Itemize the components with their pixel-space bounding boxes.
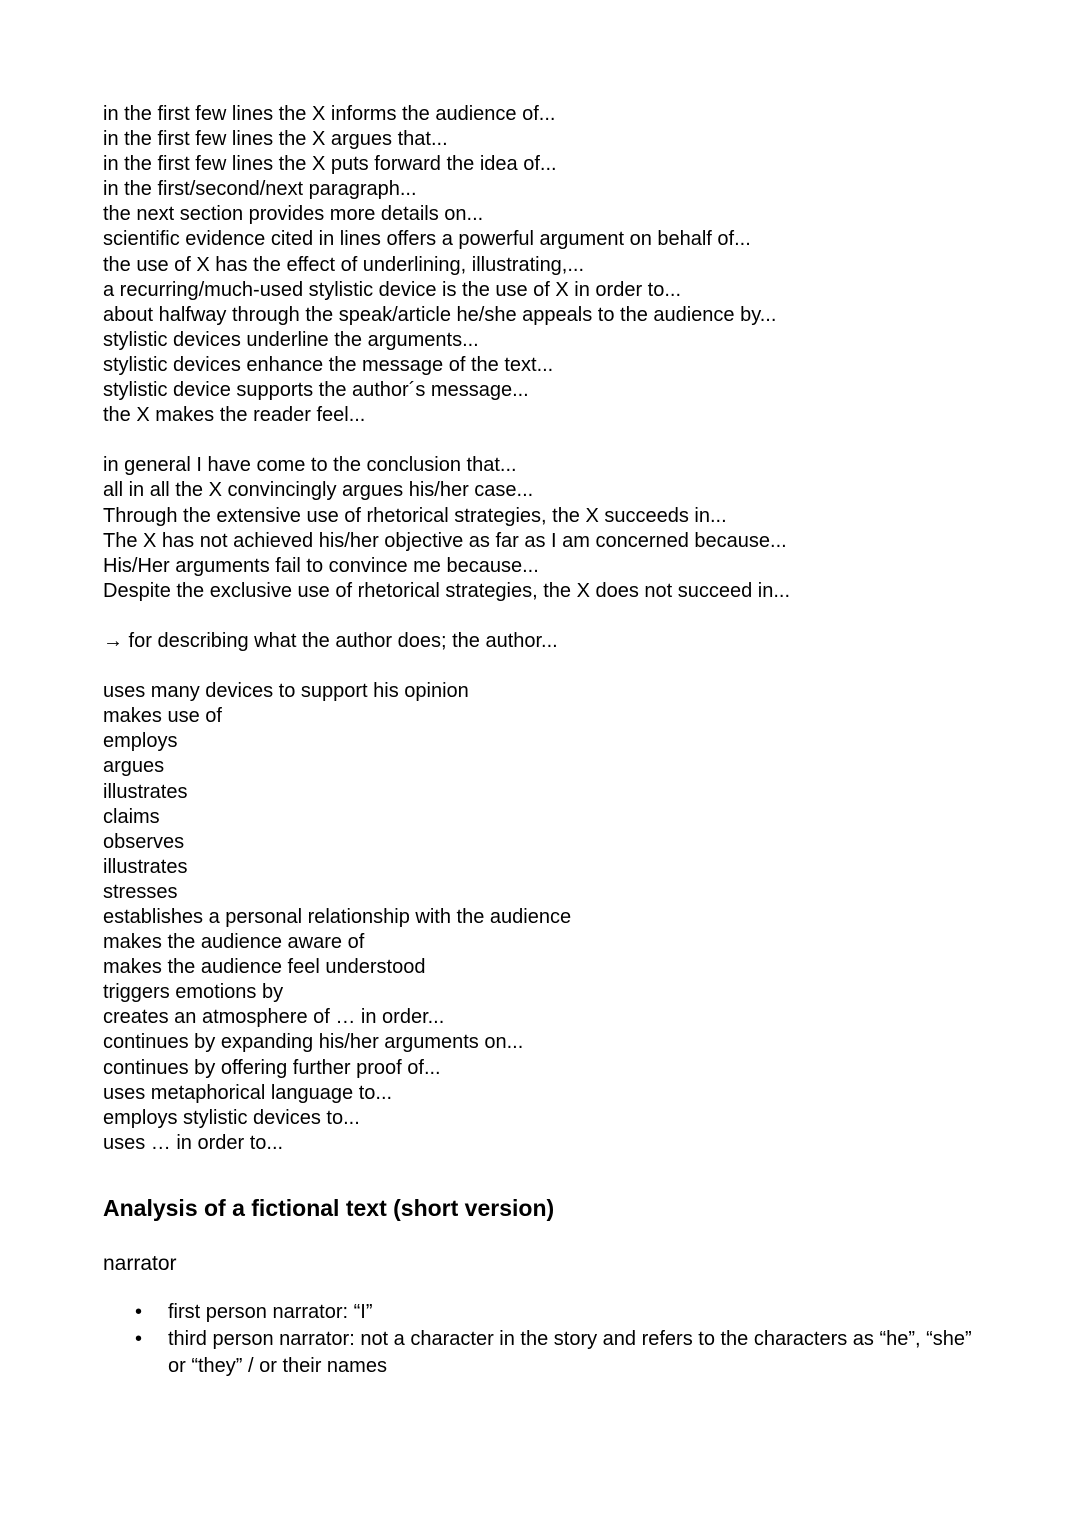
conclusion-line: in general I have come to the conclusion that... xyxy=(103,454,517,477)
verb-line: establishes a personal relationship with the audience xyxy=(103,906,572,928)
conclusion-line: Despite the exclusive use of rhetorical strategies, the X does not succeed in... xyxy=(103,579,791,602)
phrase-line: stylistic device supports the author´s message... xyxy=(103,379,529,402)
phrase-line: in the first few lines the X argues that... xyxy=(103,128,448,151)
phrase-line: a recurring/much-used stylistic device is the use of X in order to... xyxy=(103,278,682,301)
conclusion-line: Through the extensive use of rhetorical strategies, the X succeeds in... xyxy=(103,504,727,527)
verb-line: claims xyxy=(103,805,160,828)
conclusion-line: all in all the X convincingly argues his/her case... xyxy=(103,479,534,502)
verb-line: makes the audience aware of xyxy=(103,931,365,954)
phrase-line: in the first few lines the X informs the audience of... xyxy=(103,103,556,125)
list-item xyxy=(103,1326,983,1380)
verb-line: illustrates xyxy=(103,780,188,803)
list-item xyxy=(103,1299,983,1326)
spacer xyxy=(103,428,983,453)
phrase-line: the next section provides more details on... xyxy=(103,203,484,226)
phrase-line: about halfway through the speak/article he/she appeals to the audience by... xyxy=(103,303,777,326)
list-item-text: third person narrator: not a character in the story and refers to the characters as “he”, “she” or “they” / or their names xyxy=(168,1327,972,1377)
bullet-icon: • xyxy=(135,1300,143,1323)
list-item-text: first person narrator: “I” xyxy=(168,1300,373,1323)
verb-line: makes the audience feel understood xyxy=(103,956,426,979)
verb-line: employs xyxy=(103,730,178,753)
conclusion-line: His/Her arguments fail to convince me because... xyxy=(103,554,539,577)
verb-line: uses … in order to... xyxy=(103,1131,284,1154)
bullet-icon: • xyxy=(135,1327,143,1350)
author-verbs-list xyxy=(103,679,983,1156)
narrator-subheading: narrator xyxy=(103,1251,177,1275)
spacer xyxy=(103,604,983,629)
verb-line: triggers emotions by xyxy=(103,981,284,1004)
phrase-line: the use of X has the effect of underlining, illustrating,... xyxy=(103,253,585,276)
phrase-line: in the first few lines the X puts forward the idea of... xyxy=(103,153,557,176)
phrase-line: stylistic devices enhance the message of the text... xyxy=(103,353,554,376)
verb-line: continues by expanding his/her arguments on... xyxy=(103,1031,524,1054)
spacer xyxy=(103,654,983,679)
phrase-line: stylistic devices underline the arguments... xyxy=(103,328,479,351)
phrases-section-2 xyxy=(103,453,983,604)
phrases-section-1 xyxy=(103,102,983,428)
section-heading: Analysis of a fictional text (short version) xyxy=(103,1194,555,1221)
phrase-line: in the first/second/next paragraph... xyxy=(103,178,417,201)
phrase-line: scientific evidence cited in lines offers a powerful argument on behalf of... xyxy=(103,228,751,251)
verb-line: stresses xyxy=(103,880,178,903)
verb-line: creates an atmosphere of … in order... xyxy=(103,1006,445,1029)
narrator-bullet-list xyxy=(103,1299,983,1380)
verb-line: uses metaphorical language to... xyxy=(103,1081,393,1104)
verb-line: makes use of xyxy=(103,705,222,728)
verb-line: illustrates xyxy=(103,855,188,878)
conclusion-line: The X has not achieved his/her objective as far as I am concerned because... xyxy=(103,529,787,552)
verb-line: continues by offering further proof of... xyxy=(103,1056,441,1079)
verb-line: uses many devices to support his opinion xyxy=(103,680,469,703)
verb-line: argues xyxy=(103,755,165,778)
verb-line: observes xyxy=(103,830,185,853)
phrase-line: the X makes the reader feel... xyxy=(103,404,366,427)
verb-line: employs stylistic devices to... xyxy=(103,1106,360,1129)
document-page xyxy=(103,102,983,1380)
arrow-note: → for describing what the author does; the author... xyxy=(103,629,558,652)
